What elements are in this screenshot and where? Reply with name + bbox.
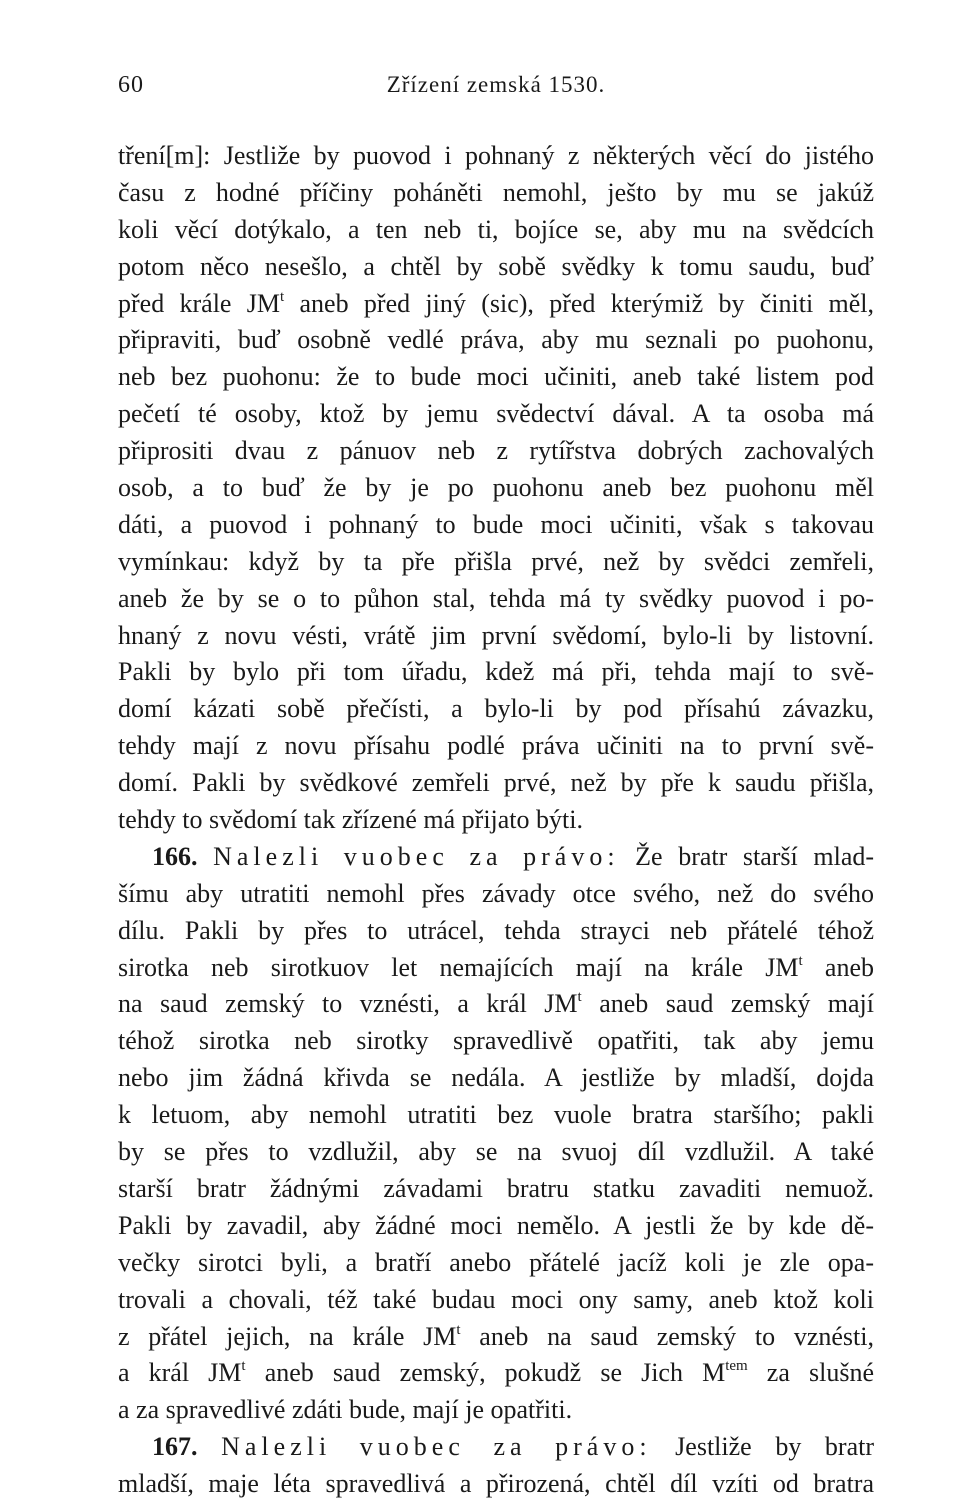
text-line: šímu aby utratiti nemohl přes závady otce svého, než do svého [118,878,874,908]
text-line: a za spravedlivé zdáti bude, mají je opatřiti. [118,1395,573,1425]
superscript: t [798,952,803,969]
text-line [118,1355,874,1392]
text-line [118,950,874,987]
section-166-first-line [118,839,874,876]
text-line: vymínkau: když by ta pře přišla prvé, než by svědci zemřeli, [118,546,874,576]
text-line: starší bratr žádnými závadami bratru statku zavaditi nemuož. [118,1173,874,1203]
text-line [118,1319,874,1356]
text-segment: sirotka neb sirotkuov let nemajících mají na krále JM [118,952,799,982]
text-line: aneb že by se o to půhon stal, tehda má ty svědky puovod i po- [118,583,874,613]
text-segment: za slušné [747,1358,874,1388]
text-line: pečetí té osoby, ktož by jemu svědectví dával. A ta osoba má [118,399,874,429]
body-text [118,138,874,1503]
text-line [118,286,874,323]
text-line: času z hodné příčiny poháněti nemohl, ješto by mu se jakúž [118,177,874,207]
text-segment: aneb saud zemský mají [581,989,875,1019]
text-segment: Že bratr starší mlad- [619,841,875,871]
text-line: Pakli by bylo při tom úřadu, kdež má při, tehda mají to svě- [118,657,874,687]
text-line: připraviti, buď osobně vedlé práva, aby mu seznali po puohonu, [118,325,874,355]
text-segment: aneb saud zemský, pokudž se Jich M [245,1358,726,1388]
text-line: domí kázati sobě přečísti, a bylo-li by pod přísahú závazku, [118,694,874,724]
text-segment: Jestliže by bratr [651,1432,875,1462]
text-segment: a král JM [118,1358,242,1388]
text-line: mladší, maje léta spravedlivá a přirozená, chtěl díl vzíti od bratra [118,1469,874,1499]
running-title: Zřízení zemská 1530. [386,72,606,97]
text-line: domí. Pakli by svědkové zemřeli prvé, než by pře k saudu přišla, [118,768,874,798]
text-line: téhož sirotka neb sirotky spravedlivě opatřiti, tak aby jemu [118,1026,874,1056]
page-number: 60 [118,72,144,98]
text-segment: před krále JM [118,288,281,318]
text-line: dáti, a puovod i pohnaný to bude moci učiniti, však s takovau [118,509,874,539]
text-line [118,986,874,1023]
text-segment: z přátel jejich, na krále JM [118,1321,457,1351]
page-header [118,72,874,112]
text-segment: aneb [802,952,874,982]
text-line: dílu. Pakli by přes to utrácel, tehda strayci neb přátelé téhož [118,915,874,945]
text-segment: aneb před jiný (sic), před kterýmiž by činiti měl, [284,288,874,318]
text-line: neb bez puohonu: že to bude moci učiniti, aneb také listem pod [118,362,874,392]
text-line: tehdy mají z novu přísahu podlé práva učiniti na to první svě- [118,731,874,761]
text-line: tření[m]: Jestliže by puovod i pohnaný z některých věcí do jistého [118,141,874,170]
text-line: trovali a chovali, též také budau moci ony samy, aneb ktož koli [118,1284,874,1314]
text-line: tehdy to svědomí tak zřízené má přijato býti. [118,805,583,835]
superscript: t [280,288,285,305]
text-segment: aneb na saud zemský to vznésti, [460,1321,874,1351]
text-line: k letuom, aby nemohl utratiti bez vuole bratra staršího; pakli [118,1100,874,1130]
section-number: 166. [152,841,198,871]
text-line: hnaný z novu vésti, vrátě jim první svědomí, bylo-li by listovní. [118,620,874,650]
superscript: tem [725,1358,748,1375]
text-line: by se přes to vzdlužil, aby se na svuoj díl vzdlužil. A také [118,1137,874,1167]
text-line: večky sirotci byli, a bratří anebo přátelé jacíž koli je zle opa- [118,1247,874,1277]
text-line: osob, a to buď že by je po puohonu aneb bez puohonu měl [118,473,874,503]
text-line: nebo jim žádná křivda se nedála. A jestliže by mladší, dojda [118,1063,874,1093]
superscript: t [577,989,582,1006]
section-167-first-line [118,1429,874,1466]
spaced-heading: Nalezli vuobec za právo: [221,1432,652,1462]
text-line: Pakli by zavadil, aby žádné moci nemělo. A jestli že by kde dě- [118,1210,874,1240]
section-number: 167. [152,1432,198,1462]
text-line: koli věcí dotýkalo, a ten neb ti, bojíce se, aby mu na svědcích [118,214,874,244]
superscript: t [456,1321,461,1338]
text-segment: na saud zemský to vznésti, a král JM [118,989,578,1019]
text-line: připrositi dvau z pánuov neb z rytířstva dobrých zachovalých [118,436,874,466]
superscript: t [241,1358,246,1375]
spaced-heading: Nalezli vuobec za právo: [213,841,620,871]
text-line: potom něco nesešlo, a chtěl by sobě svědky k tomu saudu, buď [118,251,874,281]
